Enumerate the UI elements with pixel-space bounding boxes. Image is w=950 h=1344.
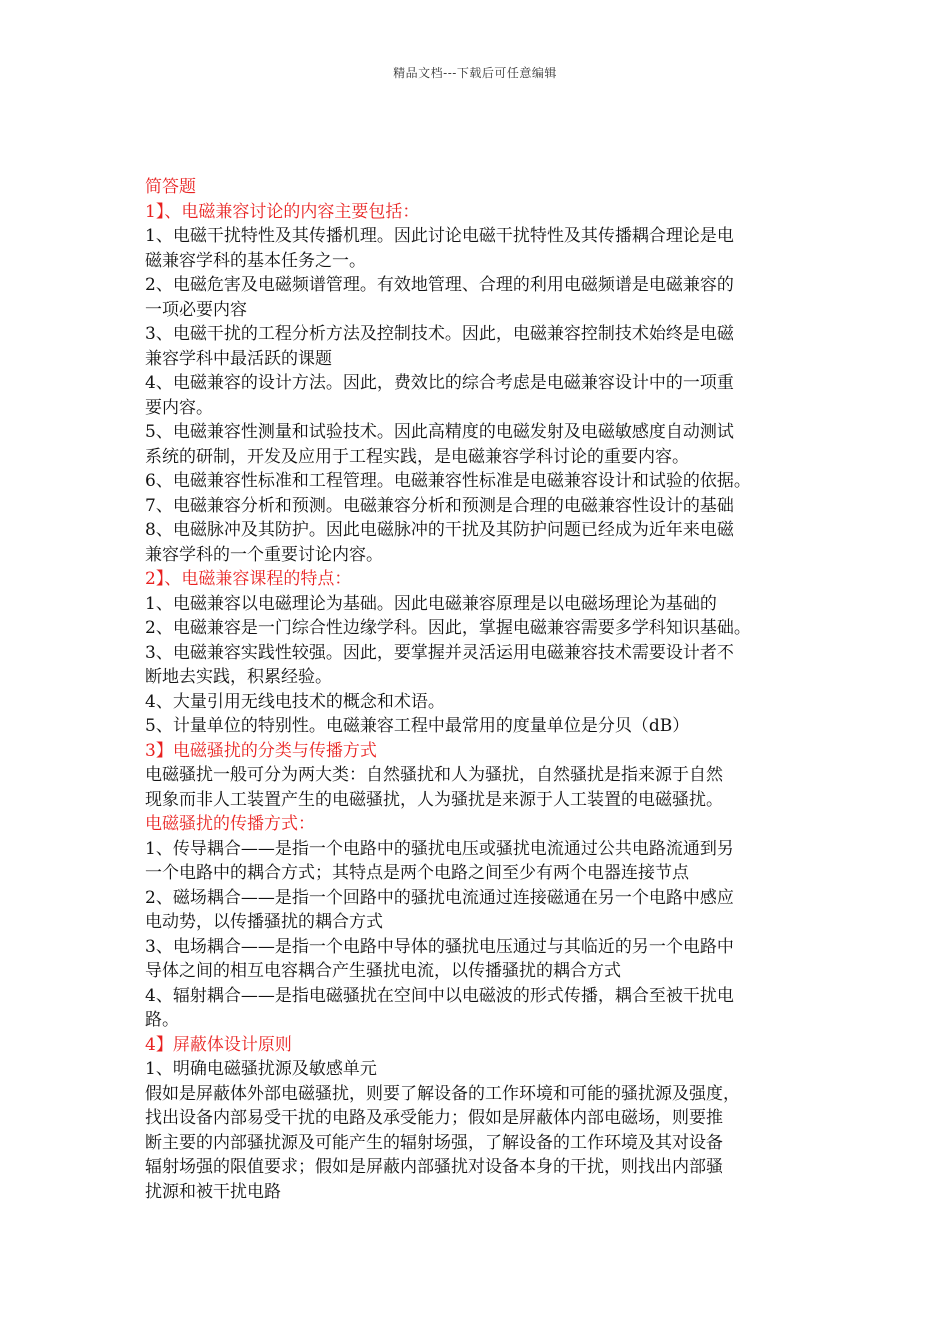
body-line: 8、电磁脉冲及其防护。因此电磁脉冲的干扰及其防护问题已经成为近年来电磁 (145, 520, 734, 540)
section-heading: 简答题 (145, 177, 196, 197)
section-heading: 1】、电磁兼容讨论的内容主要包括： (145, 201, 420, 222)
body-line: 辐射场强的限值要求；假如是屏蔽内部骚扰对设备本身的干扰，则找出内部骚 (145, 1157, 723, 1177)
body-line: 2、磁场耦合——是指一个回路中的骚扰电流通过连接磁通在另一个电路中感应 (145, 887, 734, 908)
body-line: 2、电磁兼容是一门综合性边缘学科。因此，掌握电磁兼容需要多学科知识基础。 (145, 618, 751, 638)
body-line: 兼容学科中最活跃的课题 (145, 348, 332, 369)
body-line: 6、电磁兼容性标准和工程管理。电磁兼容性标准是电磁兼容设计和试验的依据。 (145, 471, 751, 491)
body-line: 7、电磁兼容分析和预测。电磁兼容分析和预测是合理的电磁兼容性设计的基础 (145, 495, 734, 516)
body-line: 3、电磁兼容实践性较强。因此，要掌握并灵活运用电磁兼容技术需要设计者不 (145, 642, 734, 663)
body-line: 要内容。 (145, 397, 213, 418)
body-line: 兼容学科的一个重要讨论内容。 (145, 544, 383, 565)
section-heading: 2】、电磁兼容课程的特点： (145, 569, 352, 589)
body-line: 找出设备内部易受干扰的电路及承受能力；假如是屏蔽体内部电磁场，则要推 (145, 1108, 723, 1128)
body-line: 磁兼容学科的基本任务之一。 (145, 250, 366, 271)
body-line: 断主要的内部骚扰源及可能产生的辐射场强，了解设备的工作环境及其对设备 (145, 1132, 723, 1153)
page-header: 精品文档---下载后可任意编辑 (393, 66, 557, 80)
section-heading: 3】电磁骚扰的分类与传播方式 (145, 740, 377, 761)
body-line: 一项必要内容 (145, 299, 247, 320)
section-heading: 4】屏蔽体设计原则 (145, 1034, 292, 1055)
section-heading: 电磁骚扰的传播方式： (145, 814, 315, 834)
body-line: 4、电磁兼容的设计方法。因此，费效比的综合考虑是电磁兼容设计中的一项重 (145, 373, 734, 393)
body-line: 1、电磁干扰特性及其传播机理。因此讨论电磁干扰特性及其传播耦合理论是电 (145, 226, 734, 246)
body-line: 假如是屏蔽体外部电磁骚扰，则要了解设备的工作环境和可能的骚扰源及强度， (145, 1083, 740, 1104)
body-line: 导体之间的相互电容耦合产生骚扰电流，以传播骚扰的耦合方式 (145, 961, 621, 981)
body-line: 电磁骚扰一般可分为两大类：自然骚扰和人为骚扰，自然骚扰是指来源于自然 (145, 765, 723, 785)
body-line: 一个电路中的耦合方式；其特点是两个电路之间至少有两个电器连接节点 (145, 863, 689, 883)
body-line: 1、明确电磁骚扰源及敏感单元 (145, 1059, 377, 1079)
body-line: 4、辐射耦合——是指电磁骚扰在空间中以电磁波的形式传播，耦合至被干扰电 (145, 985, 734, 1006)
body-line: 路。 (145, 1010, 179, 1030)
body-line: 1、传导耦合——是指一个电路中的骚扰电压或骚扰电流通过公共电路流通到另 (145, 838, 734, 859)
body-line: 现象而非人工装置产生的电磁骚扰，人为骚扰是来源于人工装置的电磁骚扰。 (145, 789, 723, 810)
body-line: 5、电磁兼容性测量和试验技术。因此高精度的电磁发射及电磁敏感度自动测试 (145, 422, 734, 442)
body-line: 3、电场耦合——是指一个电路中导体的骚扰电压通过与其临近的另一个电路中 (145, 936, 734, 957)
document-body (145, 175, 820, 1204)
body-line: 电动势，以传播骚扰的耦合方式 (145, 912, 383, 932)
body-line: 断地去实践，积累经验。 (145, 667, 332, 687)
body-line: 扰源和被干扰电路 (145, 1181, 281, 1202)
body-line: 4、大量引用无线电技术的概念和术语。 (145, 691, 445, 712)
body-line: 系统的研制，开发及应用于工程实践，是电磁兼容学科讨论的重要内容。 (145, 446, 689, 467)
body-line: 1、电磁兼容以电磁理论为基础。因此电磁兼容原理是以电磁场理论为基础的 (145, 593, 717, 614)
body-line: 5、计量单位的特别性。电磁兼容工程中最常用的度量单位是分贝（dB） (145, 716, 690, 736)
body-line: 2、电磁危害及电磁频谱管理。有效地管理、合理的利用电磁频谱是电磁兼容的 (145, 275, 734, 295)
body-line: 3、电磁干扰的工程分析方法及控制技术。因此，电磁兼容控制技术始终是电磁 (145, 324, 734, 344)
